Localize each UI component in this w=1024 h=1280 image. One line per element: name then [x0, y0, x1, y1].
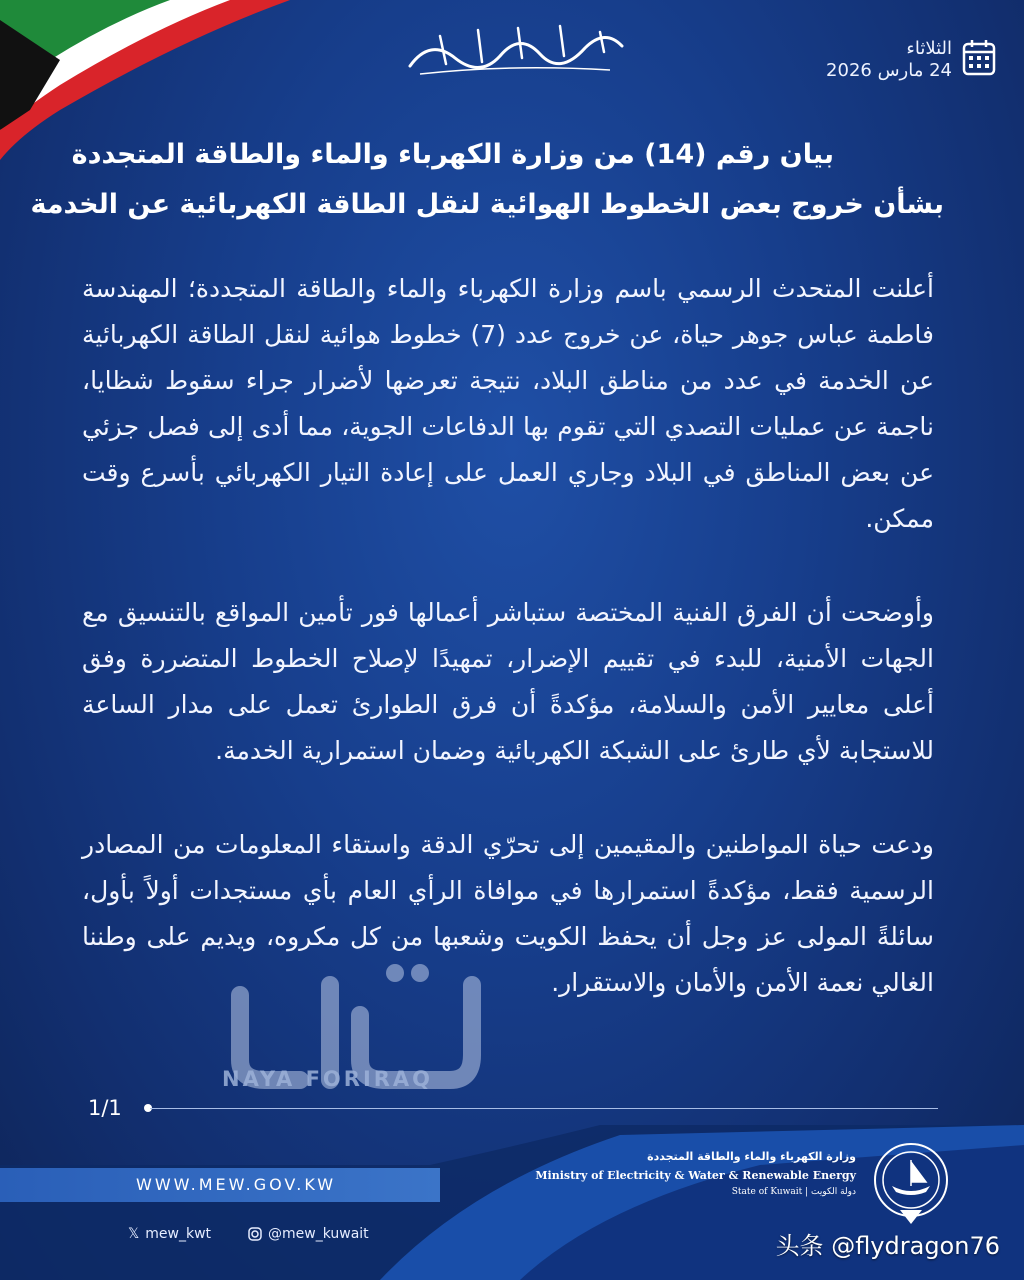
toutiao-watermark: 头条 @flydragon76 [775, 1232, 1000, 1260]
paragraph-2: وأوضحت أن الفرق الفنية المختصة ستباشر أعمالها فور تأمين المواقع بالتنسيق مع الجهات الأمنية، للبدء في تقييم الإضرار، تمهيدًا لإصلاح الخطوط المتضررة وفق أعلى معايير الأمن والسلامة، مؤكدةً أن فرق الطوارئ تعمل على مدار الساعة للاستجابة لأي طارئ على الشبكة الكهربائية وضمان استمرارية الخدمة. [82, 598, 934, 765]
title-line-1: بيان رقم (14) من وزارة الكهرباء والماء والطاقة المتجددة [71, 139, 834, 170]
calendar-icon [962, 38, 996, 76]
ministry-name-en: Ministry of Electricity & Water & Renewable Energy [535, 1169, 856, 1182]
ministry-block [535, 1150, 856, 1197]
state-en: State of Kuwait [731, 1187, 803, 1197]
ministry-name-ar: وزارة الكهرباء والماء والطاقة المتجددة [647, 1150, 856, 1163]
paragraph-1: أعلنت المتحدث الرسمي باسم وزارة الكهرباء والماء والطاقة المتجددة؛ المهندسة فاطمة عباس جوهر حياة، عن خروج عدد (7) خطوط هوائية لنقل الطاقة الكهربائية عن الخدمة في عدد من مناطق البلاد، نتيجة تعرضها لأضرار جراء سقوط شظايا، ناجمة عن عمليات التصدي التي تقوم بها الدفاعات الجوية، مما أدى إلى فصل جزئي عن بعض المناطق في البلاد وجاري العمل على إعادة التيار الكهربائي بأسرع وقت ممكن. [82, 274, 934, 533]
social-instagram[interactable] [248, 1226, 369, 1242]
page-indicator: 1/1 [88, 1096, 122, 1120]
social-x-handle: mew_kwt [145, 1226, 212, 1242]
date-label: 24 مارس 2026 [826, 60, 952, 81]
day-label: الثلاثاء [906, 38, 952, 59]
state-separator: | [805, 1187, 811, 1197]
website-link[interactable]: WWW.MEW.GOV.KW [136, 1175, 337, 1194]
date-block [826, 38, 996, 82]
paragraph-3: ودعت حياة المواطنين والمقيمين إلى تحرّي الدقة واستقاء المعلومات من المصادر الرسمية فقط، مؤكدةً استمرارها في موافاة الرأي العام بأي مستجدات أولاً بأول، سائلةً المولى عز وجل أن يحفظ الكويت وشعبها من كل مكروه، ويديم على وطننا الغالي نعمة الأمن والأمان والاستقرار. [82, 830, 934, 997]
social-x[interactable] [128, 1226, 211, 1242]
statement-title [30, 130, 944, 230]
calligraphy-logo [400, 18, 630, 80]
pager-line [150, 1108, 938, 1109]
instagram-icon [248, 1227, 262, 1241]
x-icon: 𝕏 [128, 1226, 140, 1242]
state-ar: دولة الكويت [811, 1187, 856, 1197]
social-instagram-handle: @mew_kuwait [268, 1226, 369, 1242]
watermark-text: NAYA FORIRAQ [222, 1067, 434, 1091]
title-line-2: بشأن خروج بعض الخطوط الهوائية لنقل الطاقة الكهربائية عن الخدمة [30, 189, 944, 220]
kuwait-emblem-icon [870, 1140, 952, 1226]
